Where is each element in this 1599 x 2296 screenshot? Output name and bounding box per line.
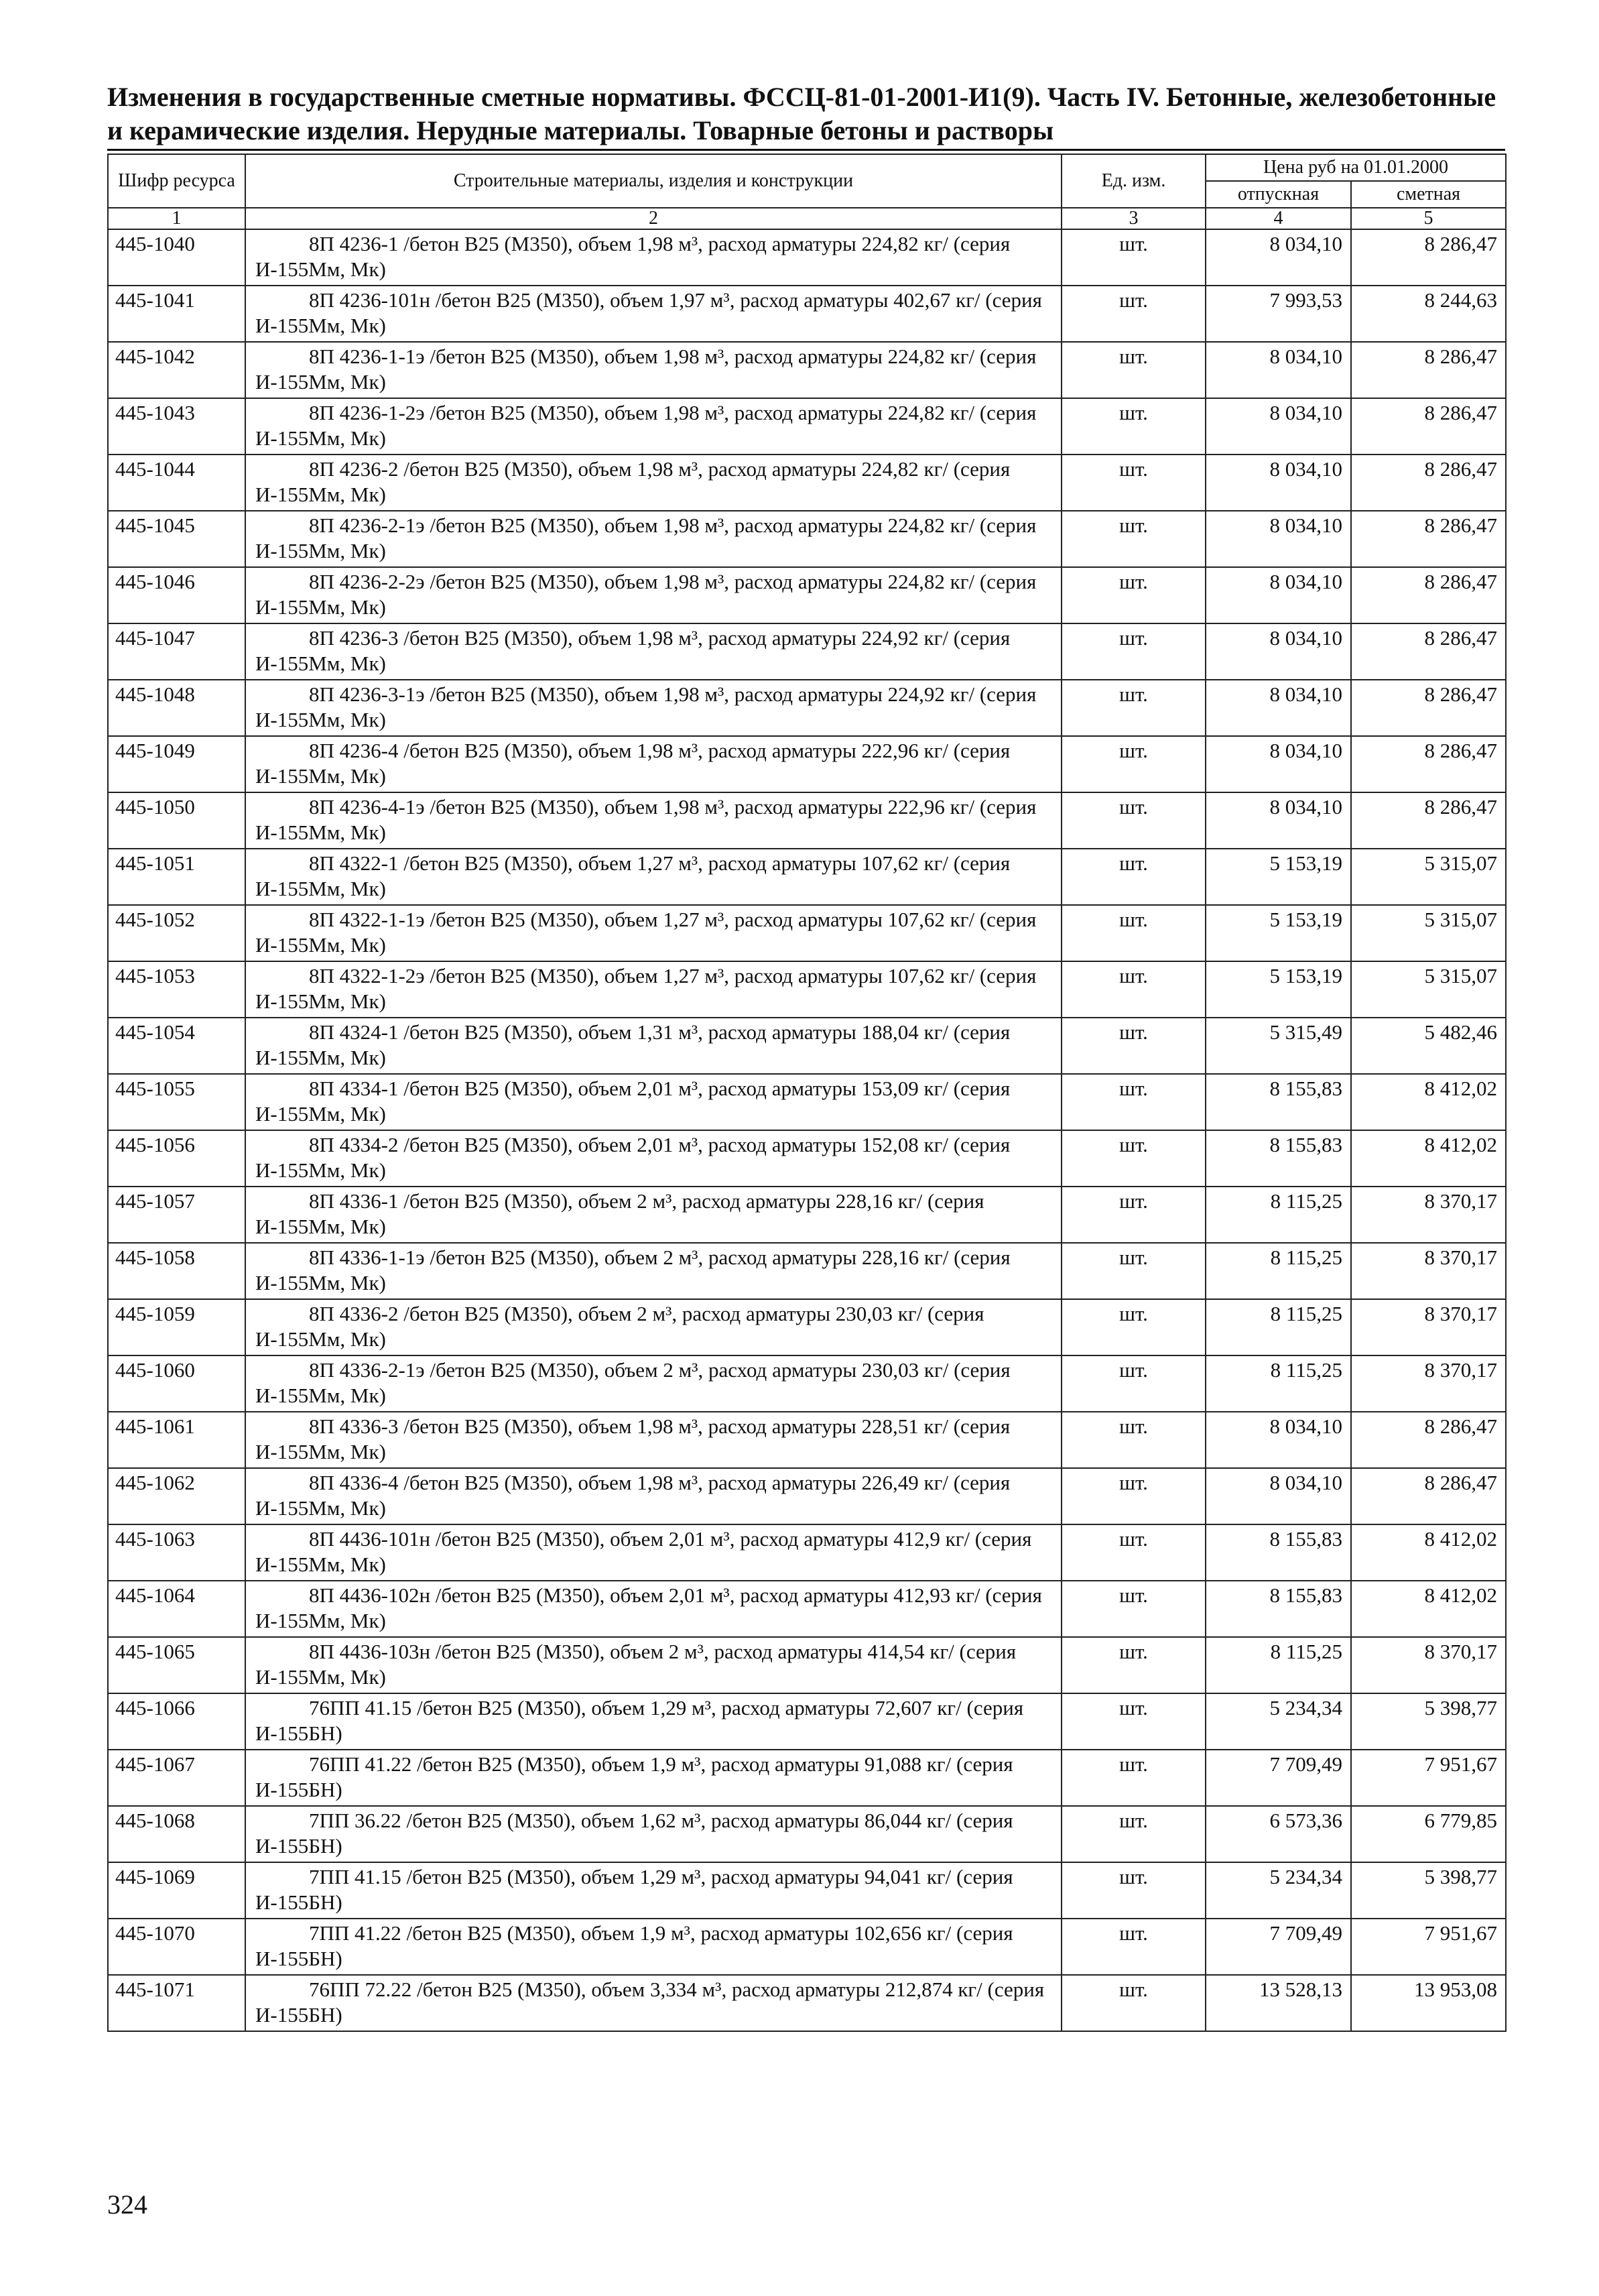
description-cell [245, 905, 1062, 961]
estimate-price-cell: 8 286,47 [1351, 792, 1506, 849]
resource-code-cell: 445-1041 [108, 286, 245, 342]
estimate-price-cell: 13 953,08 [1351, 1975, 1506, 2031]
column-number: 5 [1351, 208, 1506, 229]
description-text: 8П 4236-1-1э /бетон В25 (М350), объем 1,98 м³, расход арматуры 224,82 кг/ (серия И-155Мм, Мк) [255, 345, 1037, 394]
resource-code-cell: 445-1047 [108, 623, 245, 680]
release-price-cell: 5 153,19 [1206, 961, 1351, 1018]
resource-code-cell: 445-1064 [108, 1581, 245, 1637]
description-text: 7ПП 41.22 /бетон В25 (М350), объем 1,9 м³, расход арматуры 102,656 кг/ (серия И-155БН) [255, 1921, 1013, 1970]
unit-cell: шт. [1062, 792, 1206, 849]
estimate-price-cell: 8 370,17 [1351, 1299, 1506, 1355]
resource-code-cell: 445-1056 [108, 1130, 245, 1187]
unit-cell: шт. [1062, 736, 1206, 792]
column-number: 3 [1062, 208, 1206, 229]
release-price-cell: 5 153,19 [1206, 905, 1351, 961]
release-price-cell: 8 034,10 [1206, 680, 1351, 736]
resource-code-cell: 445-1059 [108, 1299, 245, 1355]
release-price-cell: 7 709,49 [1206, 1750, 1351, 1806]
estimate-price-cell: 5 482,46 [1351, 1018, 1506, 1074]
resource-code-cell: 445-1068 [108, 1806, 245, 1862]
release-price-cell: 8 115,25 [1206, 1299, 1351, 1355]
table-row [108, 1524, 1506, 1581]
unit-cell: шт. [1062, 1806, 1206, 1862]
unit-cell: шт. [1062, 398, 1206, 455]
description-cell [245, 1581, 1062, 1637]
unit-cell: шт. [1062, 1243, 1206, 1299]
description-cell [245, 342, 1062, 398]
header-price-group: Цена руб на 01.01.2000 [1206, 154, 1506, 181]
description-text: 8П 4236-1 /бетон В25 (М350), объем 1,98 м³, расход арматуры 224,82 кг/ (серия И-155Мм, Мк) [255, 232, 1011, 281]
description-text: 8П 4322-1-2э /бетон В25 (М350), объем 1,27 м³, расход арматуры 107,62 кг/ (серия И-155Мм, Мк) [255, 964, 1037, 1013]
table-row [108, 1919, 1506, 1975]
unit-cell: шт. [1062, 1299, 1206, 1355]
unit-cell: шт. [1062, 1693, 1206, 1750]
document-page [107, 80, 1505, 2032]
release-price-cell: 8 115,25 [1206, 1243, 1351, 1299]
description-text: 8П 4236-1-2э /бетон В25 (М350), объем 1,98 м³, расход арматуры 224,82 кг/ (серия И-155Мм, Мк) [255, 401, 1037, 450]
description-text: 8П 4336-2 /бетон В25 (М350), объем 2 м³, расход арматуры 230,03 кг/ (серия И-155Мм, Мк) [255, 1302, 984, 1351]
unit-cell: шт. [1062, 1468, 1206, 1524]
description-text: 8П 4436-101н /бетон В25 (М350), объем 2,01 м³, расход арматуры 412,9 кг/ (серия И-155Мм, Мк) [255, 1527, 1032, 1576]
table-row [108, 1693, 1506, 1750]
description-text: 8П 4334-2 /бетон В25 (М350), объем 2,01 м³, расход арматуры 152,08 кг/ (серия И-155Мм, Мк) [255, 1133, 1011, 1182]
column-number: 2 [245, 208, 1062, 229]
table-row [108, 342, 1506, 398]
description-text: 8П 4336-1 /бетон В25 (М350), объем 2 м³, расход арматуры 228,16 кг/ (серия И-155Мм, Мк) [255, 1189, 984, 1238]
resource-code-cell: 445-1069 [108, 1862, 245, 1919]
unit-cell: шт. [1062, 623, 1206, 680]
resource-code-cell: 445-1061 [108, 1412, 245, 1468]
unit-cell: шт. [1062, 1581, 1206, 1637]
resource-code-cell: 445-1049 [108, 736, 245, 792]
release-price-cell: 8 155,83 [1206, 1130, 1351, 1187]
table-row [108, 511, 1506, 567]
unit-cell: шт. [1062, 1074, 1206, 1130]
resource-code-cell: 445-1046 [108, 567, 245, 623]
description-cell [245, 1355, 1062, 1412]
header-unit: Ед. изм. [1062, 154, 1206, 208]
table-row [108, 1412, 1506, 1468]
description-text: 8П 4236-2 /бетон В25 (М350), объем 1,98 м³, расход арматуры 224,82 кг/ (серия И-155Мм, Мк) [255, 457, 1011, 506]
column-number: 4 [1206, 208, 1351, 229]
description-cell [245, 1018, 1062, 1074]
release-price-cell: 5 153,19 [1206, 849, 1351, 905]
description-text: 8П 4334-1 /бетон В25 (М350), объем 2,01 м³, расход арматуры 153,09 кг/ (серия И-155Мм, Мк) [255, 1077, 1011, 1126]
release-price-cell: 13 528,13 [1206, 1975, 1351, 2031]
estimate-price-cell: 8 286,47 [1351, 1412, 1506, 1468]
table-row [108, 680, 1506, 736]
column-number: 1 [108, 208, 245, 229]
description-cell [245, 1468, 1062, 1524]
description-cell [245, 1299, 1062, 1355]
description-text: 8П 4336-2-1э /бетон В25 (М350), объем 2 м³, расход арматуры 230,03 кг/ (серия И-155Мм, Мк) [255, 1358, 1011, 1407]
release-price-cell: 8 034,10 [1206, 342, 1351, 398]
estimate-price-cell: 8 286,47 [1351, 736, 1506, 792]
resource-code-cell: 445-1063 [108, 1524, 245, 1581]
estimate-price-cell: 5 315,07 [1351, 849, 1506, 905]
table-row [108, 1187, 1506, 1243]
release-price-cell: 8 034,10 [1206, 736, 1351, 792]
description-text: 7ПП 36.22 /бетон В25 (М350), объем 1,62 м³, расход арматуры 86,044 кг/ (серия И-155БН) [255, 1809, 1013, 1858]
unit-cell: шт. [1062, 567, 1206, 623]
table-row [108, 736, 1506, 792]
release-price-cell: 8 115,25 [1206, 1187, 1351, 1243]
unit-cell: шт. [1062, 1975, 1206, 2031]
table-row [108, 1018, 1506, 1074]
table-row [108, 905, 1506, 961]
description-text: 8П 4322-1-1э /бетон В25 (М350), объем 1,27 м³, расход арматуры 107,62 кг/ (серия И-155Мм, Мк) [255, 908, 1037, 957]
release-price-cell: 8 034,10 [1206, 398, 1351, 455]
table-row [108, 1806, 1506, 1862]
table-body [108, 229, 1506, 2031]
unit-cell: шт. [1062, 680, 1206, 736]
estimate-price-cell: 8 244,63 [1351, 286, 1506, 342]
resource-code-cell: 445-1052 [108, 905, 245, 961]
description-cell [245, 1862, 1062, 1919]
description-cell [245, 567, 1062, 623]
release-price-cell: 8 155,83 [1206, 1581, 1351, 1637]
resource-code-cell: 445-1071 [108, 1975, 245, 2031]
description-text: 8П 4336-1-1э /бетон В25 (М350), объем 2 м³, расход арматуры 228,16 кг/ (серия И-155Мм, Мк) [255, 1246, 1011, 1294]
description-text: 8П 4436-102н /бетон В25 (М350), объем 2,01 м³, расход арматуры 412,93 кг/ (серия И-155Мм, Мк) [255, 1583, 1042, 1632]
estimate-price-cell: 8 412,02 [1351, 1524, 1506, 1581]
unit-cell: шт. [1062, 1919, 1206, 1975]
description-cell [245, 1806, 1062, 1862]
estimate-price-cell: 8 286,47 [1351, 567, 1506, 623]
table-row [108, 1130, 1506, 1187]
resource-code-cell: 445-1042 [108, 342, 245, 398]
resource-code-cell: 445-1057 [108, 1187, 245, 1243]
table-row [108, 1468, 1506, 1524]
header-code: Шифр ресурса [108, 154, 245, 208]
table-row [108, 623, 1506, 680]
table-row [108, 1750, 1506, 1806]
unit-cell: шт. [1062, 1355, 1206, 1412]
table-row [108, 455, 1506, 511]
price-table [107, 154, 1507, 2032]
unit-cell: шт. [1062, 1750, 1206, 1806]
estimate-price-cell: 8 412,02 [1351, 1074, 1506, 1130]
resource-code-cell: 445-1050 [108, 792, 245, 849]
unit-cell: шт. [1062, 961, 1206, 1018]
description-text: 8П 4436-103н /бетон В25 (М350), объем 2 м³, расход арматуры 414,54 кг/ (серия И-155Мм, Мк) [255, 1640, 1017, 1689]
estimate-price-cell: 8 370,17 [1351, 1637, 1506, 1693]
description-cell [245, 1750, 1062, 1806]
unit-cell: шт. [1062, 229, 1206, 286]
description-text: 8П 4236-4-1э /бетон В25 (М350), объем 1,98 м³, расход арматуры 222,96 кг/ (серия И-155Мм, Мк) [255, 795, 1037, 844]
release-price-cell: 8 034,10 [1206, 1412, 1351, 1468]
description-cell [245, 1187, 1062, 1243]
release-price-cell: 8 034,10 [1206, 511, 1351, 567]
description-text: 8П 4236-3-1э /бетон В25 (М350), объем 1,98 м³, расход арматуры 224,92 кг/ (серия И-155Мм, Мк) [255, 682, 1037, 731]
table-row [108, 1355, 1506, 1412]
estimate-price-cell: 8 412,02 [1351, 1130, 1506, 1187]
resource-code-cell: 445-1044 [108, 455, 245, 511]
unit-cell: шт. [1062, 1187, 1206, 1243]
resource-code-cell: 445-1062 [108, 1468, 245, 1524]
description-cell [245, 961, 1062, 1018]
release-price-cell: 8 034,10 [1206, 455, 1351, 511]
estimate-price-cell: 7 951,67 [1351, 1919, 1506, 1975]
estimate-price-cell: 8 286,47 [1351, 455, 1506, 511]
unit-cell: шт. [1062, 849, 1206, 905]
table-row [108, 1637, 1506, 1693]
estimate-price-cell: 5 315,07 [1351, 961, 1506, 1018]
estimate-price-cell: 8 286,47 [1351, 342, 1506, 398]
resource-code-cell: 445-1058 [108, 1243, 245, 1299]
description-text: 76ПП 41.15 /бетон В25 (М350), объем 1,29 м³, расход арматуры 72,607 кг/ (серия И-155БН) [255, 1696, 1024, 1745]
description-cell [245, 229, 1062, 286]
release-price-cell: 8 115,25 [1206, 1637, 1351, 1693]
estimate-price-cell: 8 286,47 [1351, 1468, 1506, 1524]
description-cell [245, 455, 1062, 511]
resource-code-cell: 445-1067 [108, 1750, 245, 1806]
description-cell [245, 623, 1062, 680]
description-cell [245, 680, 1062, 736]
resource-code-cell: 445-1055 [108, 1074, 245, 1130]
column-number-row [108, 208, 1506, 229]
page-number: 324 [107, 2189, 147, 2220]
resource-code-cell: 445-1065 [108, 1637, 245, 1693]
resource-code-cell: 445-1054 [108, 1018, 245, 1074]
table-row [108, 1862, 1506, 1919]
description-text: 8П 4336-4 /бетон В25 (М350), объем 1,98 м³, расход арматуры 226,49 кг/ (серия И-155Мм, Мк) [255, 1471, 1011, 1520]
estimate-price-cell: 7 951,67 [1351, 1750, 1506, 1806]
release-price-cell: 5 315,49 [1206, 1018, 1351, 1074]
table-row [108, 1074, 1506, 1130]
release-price-cell: 8 155,83 [1206, 1074, 1351, 1130]
release-price-cell: 8 034,10 [1206, 623, 1351, 680]
resource-code-cell: 445-1051 [108, 849, 245, 905]
header-price-estimate: сметная [1351, 181, 1506, 208]
table-row [108, 961, 1506, 1018]
estimate-price-cell: 8 286,47 [1351, 511, 1506, 567]
description-cell [245, 286, 1062, 342]
unit-cell: шт. [1062, 455, 1206, 511]
resource-code-cell: 445-1053 [108, 961, 245, 1018]
description-cell [245, 849, 1062, 905]
estimate-price-cell: 8 286,47 [1351, 398, 1506, 455]
estimate-price-cell: 8 370,17 [1351, 1355, 1506, 1412]
unit-cell: шт. [1062, 1862, 1206, 1919]
description-cell [245, 1524, 1062, 1581]
description-text: 76ПП 41.22 /бетон В25 (М350), объем 1,9 м³, расход арматуры 91,088 кг/ (серия И-155БН) [255, 1752, 1013, 1801]
unit-cell: шт. [1062, 1130, 1206, 1187]
resource-code-cell: 445-1070 [108, 1919, 245, 1975]
description-cell [245, 1074, 1062, 1130]
header-price-release: отпускная [1206, 181, 1351, 208]
release-price-cell: 5 234,34 [1206, 1693, 1351, 1750]
document-title: Изменения в государственные сметные нормативы. ФССЦ-81-01-2001-И1(9). Часть IV. Бетонные, железобетонные и керамические изделия. Нерудные материалы. Товарные бетоны и растворы [107, 80, 1505, 151]
unit-cell: шт. [1062, 286, 1206, 342]
release-price-cell: 7 709,49 [1206, 1919, 1351, 1975]
release-price-cell: 8 155,83 [1206, 1524, 1351, 1581]
table-row [108, 1243, 1506, 1299]
table-row [108, 398, 1506, 455]
table-row [108, 1581, 1506, 1637]
description-cell [245, 1243, 1062, 1299]
description-cell [245, 1130, 1062, 1187]
description-text: 8П 4236-4 /бетон В25 (М350), объем 1,98 м³, расход арматуры 222,96 кг/ (серия И-155Мм, Мк) [255, 739, 1011, 788]
description-cell [245, 1693, 1062, 1750]
release-price-cell: 8 034,10 [1206, 1468, 1351, 1524]
description-cell [245, 736, 1062, 792]
estimate-price-cell: 5 315,07 [1351, 905, 1506, 961]
release-price-cell: 8 034,10 [1206, 792, 1351, 849]
header-description: Строительные материалы, изделия и конструкции [245, 154, 1062, 208]
estimate-price-cell: 6 779,85 [1351, 1806, 1506, 1862]
unit-cell: шт. [1062, 905, 1206, 961]
estimate-price-cell: 8 412,02 [1351, 1581, 1506, 1637]
resource-code-cell: 445-1043 [108, 398, 245, 455]
description-text: 8П 4324-1 /бетон В25 (М350), объем 1,31 м³, расход арматуры 188,04 кг/ (серия И-155Мм, Мк) [255, 1020, 1011, 1069]
table-row [108, 1975, 1506, 2031]
description-text: 8П 4336-3 /бетон В25 (М350), объем 1,98 м³, расход арматуры 228,51 кг/ (серия И-155Мм, Мк) [255, 1414, 1011, 1463]
estimate-price-cell: 8 370,17 [1351, 1187, 1506, 1243]
estimate-price-cell: 8 286,47 [1351, 229, 1506, 286]
release-price-cell: 8 034,10 [1206, 229, 1351, 286]
table-row [108, 229, 1506, 286]
release-price-cell: 6 573,36 [1206, 1806, 1351, 1862]
description-text: 76ПП 72.22 /бетон В25 (М350), объем 3,334 м³, расход арматуры 212,874 кг/ (серия И-155БН) [255, 1978, 1045, 2027]
description-cell [245, 511, 1062, 567]
release-price-cell: 7 993,53 [1206, 286, 1351, 342]
description-text: 8П 4236-101н /бетон В25 (М350), объем 1,97 м³, расход арматуры 402,67 кг/ (серия И-155Мм, Мк) [255, 288, 1042, 337]
estimate-price-cell: 5 398,77 [1351, 1862, 1506, 1919]
table-row [108, 286, 1506, 342]
resource-code-cell: 445-1060 [108, 1355, 245, 1412]
estimate-price-cell: 8 370,17 [1351, 1243, 1506, 1299]
resource-code-cell: 445-1045 [108, 511, 245, 567]
unit-cell: шт. [1062, 1524, 1206, 1581]
description-cell [245, 1975, 1062, 2031]
unit-cell: шт. [1062, 1018, 1206, 1074]
release-price-cell: 5 234,34 [1206, 1862, 1351, 1919]
description-cell [245, 792, 1062, 849]
resource-code-cell: 445-1066 [108, 1693, 245, 1750]
description-text: 8П 4236-2-2э /бетон В25 (М350), объем 1,98 м³, расход арматуры 224,82 кг/ (серия И-155Мм, Мк) [255, 570, 1037, 619]
description-text: 8П 4236-3 /бетон В25 (М350), объем 1,98 м³, расход арматуры 224,92 кг/ (серия И-155Мм, Мк) [255, 626, 1011, 675]
description-cell [245, 1637, 1062, 1693]
release-price-cell: 8 115,25 [1206, 1355, 1351, 1412]
estimate-price-cell: 8 286,47 [1351, 680, 1506, 736]
unit-cell: шт. [1062, 342, 1206, 398]
unit-cell: шт. [1062, 1637, 1206, 1693]
description-text: 8П 4236-2-1э /бетон В25 (М350), объем 1,98 м³, расход арматуры 224,82 кг/ (серия И-155Мм, Мк) [255, 513, 1037, 562]
description-text: 8П 4322-1 /бетон В25 (М350), объем 1,27 м³, расход арматуры 107,62 кг/ (серия И-155Мм, Мк) [255, 851, 1011, 900]
resource-code-cell: 445-1040 [108, 229, 245, 286]
table-row [108, 849, 1506, 905]
table-row [108, 1299, 1506, 1355]
description-text: 7ПП 41.15 /бетон В25 (М350), объем 1,29 м³, расход арматуры 94,041 кг/ (серия И-155БН) [255, 1865, 1013, 1914]
description-cell [245, 398, 1062, 455]
unit-cell: шт. [1062, 1412, 1206, 1468]
resource-code-cell: 445-1048 [108, 680, 245, 736]
unit-cell: шт. [1062, 511, 1206, 567]
description-cell [245, 1919, 1062, 1975]
table-row [108, 567, 1506, 623]
release-price-cell: 8 034,10 [1206, 567, 1351, 623]
table-row [108, 792, 1506, 849]
estimate-price-cell: 5 398,77 [1351, 1693, 1506, 1750]
estimate-price-cell: 8 286,47 [1351, 623, 1506, 680]
description-cell [245, 1412, 1062, 1468]
